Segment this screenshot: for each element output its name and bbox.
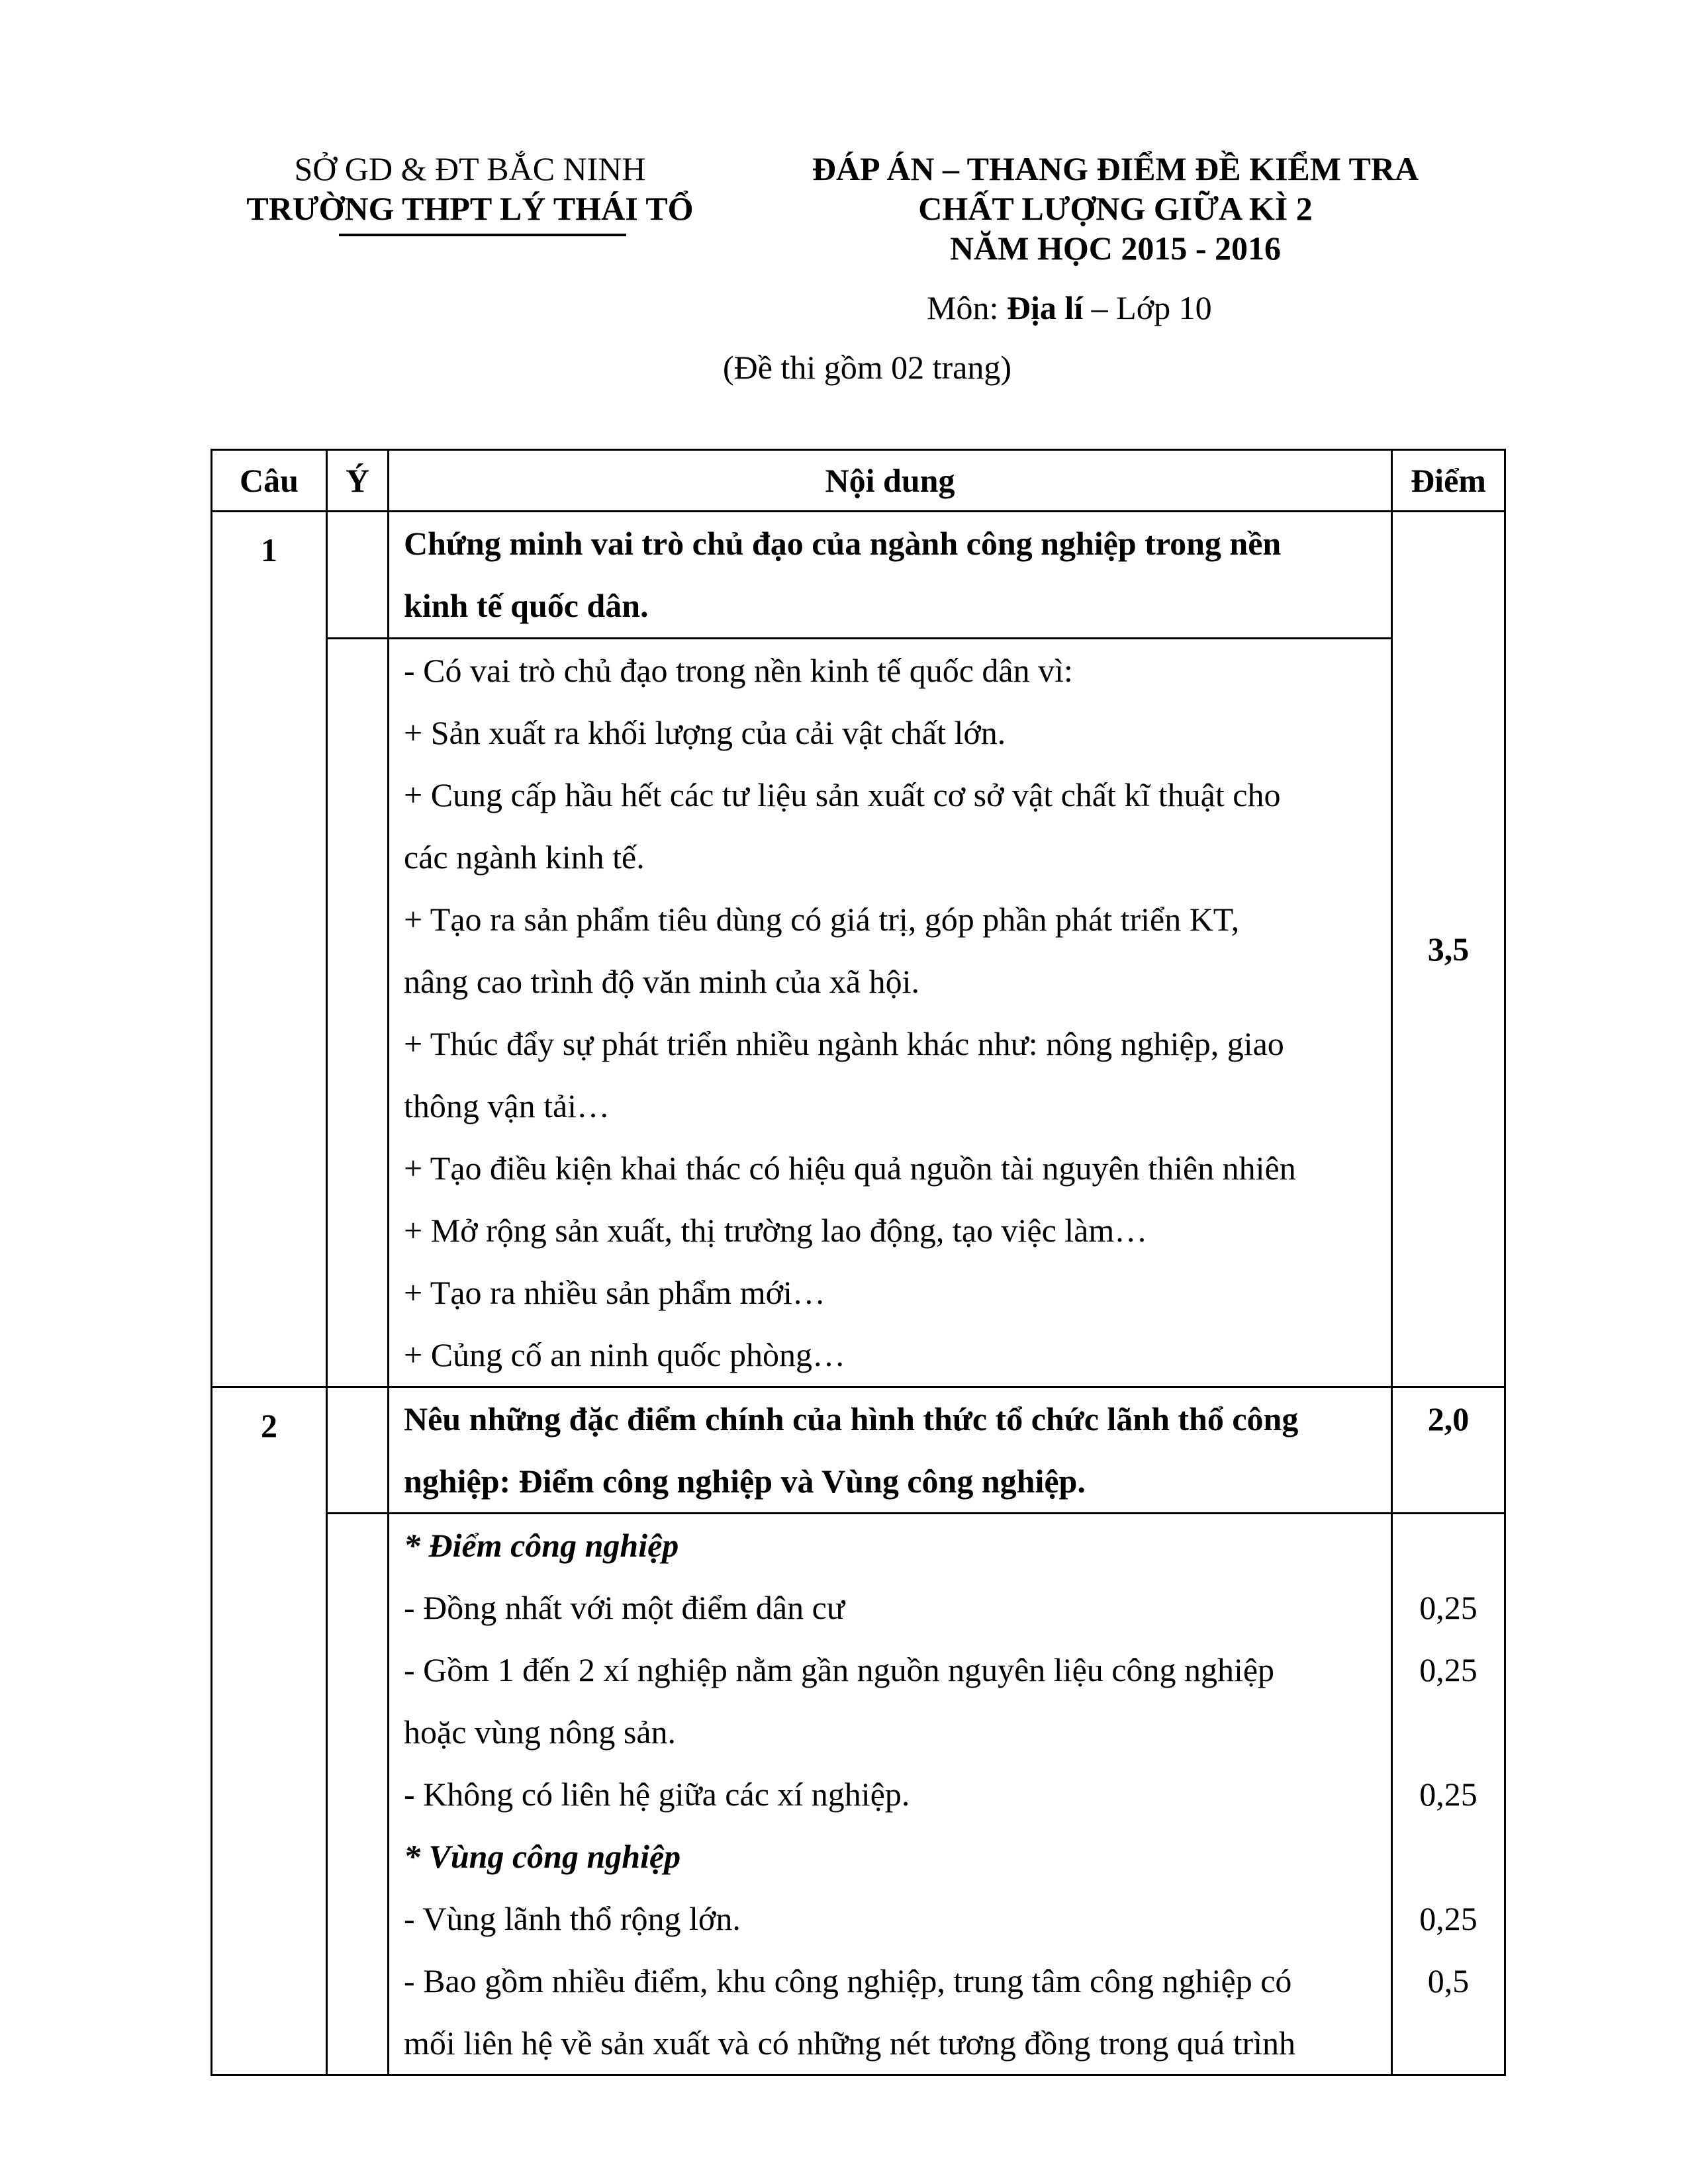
q2-line-2b: hoặc vùng nông sản. bbox=[404, 1713, 677, 1751]
q1-number: 1 bbox=[212, 512, 327, 1387]
subject-name: Địa lí bbox=[1006, 289, 1084, 326]
q2-line-5a: - Bao gồm nhiều điểm, khu công nghiệp, trung tâm công nghiệp có bbox=[404, 1962, 1292, 1999]
q2-line-5b: mối liên hệ về sản xuất và có những nét tương đồng trong quá trình bbox=[404, 2025, 1296, 2062]
q2-score-1: 0,25 bbox=[1419, 1589, 1477, 1626]
q2-score-3: 0,25 bbox=[1419, 1776, 1477, 1813]
q1-line-10: + Mở rộng sản xuất, thị trường lao động, tạo việc làm… bbox=[404, 1212, 1148, 1249]
answer-table bbox=[211, 449, 1506, 2076]
q1-answer-row bbox=[212, 639, 1505, 1387]
q2-score: 2,0 bbox=[1392, 1387, 1505, 1514]
q2-line-1: - Đồng nhất với một điểm dân cư bbox=[404, 1589, 845, 1626]
q1-answer bbox=[389, 639, 1392, 1387]
q2-answer bbox=[389, 1514, 1392, 2075]
q2-number: 2 bbox=[212, 1387, 327, 2075]
department-name: SỞ GD & ĐT BẮC NINH bbox=[294, 150, 646, 187]
school-underline bbox=[339, 234, 626, 236]
q1-question-line1: Chứng minh vai trò chủ đạo của ngành công nghiệp trong nền bbox=[404, 525, 1282, 562]
grade-label: – Lớp 10 bbox=[1083, 289, 1212, 326]
q1-question-line2: kinh tế quốc dân. bbox=[404, 587, 649, 624]
q1-line-1: - Có vai trò chủ đạo trong nền kinh tế quốc dân vì: bbox=[404, 652, 1073, 689]
school-name: TRƯỜNG THPT LÝ THÁI TỔ bbox=[246, 190, 694, 227]
school-year: NĂM HỌC 2015 - 2016 bbox=[950, 230, 1281, 267]
q1-line-11: + Tạo ra nhiều sản phẩm mới… bbox=[404, 1274, 825, 1311]
table-header-row bbox=[212, 450, 1505, 512]
q2-question-row bbox=[212, 1387, 1505, 1514]
header-right bbox=[741, 149, 1489, 268]
subject-line bbox=[927, 288, 1390, 328]
q1-y-cell-2 bbox=[327, 639, 389, 1387]
header-cau: Câu bbox=[212, 450, 327, 512]
q2-score-2: 0,25 bbox=[1419, 1651, 1477, 1688]
q2-heading-vung: * Vùng công nghiệp bbox=[404, 1838, 681, 1875]
q2-y-cell-2 bbox=[327, 1514, 389, 2075]
doc-title-line2: CHẤT LƯỢNG GIỮA KÌ 2 bbox=[918, 190, 1313, 227]
q1-line-3: + Cung cấp hầu hết các tư liệu sản xuất cơ sở vật chất kĩ thuật cho bbox=[404, 776, 1281, 813]
header-score: Điểm bbox=[1392, 450, 1505, 512]
q2-question-line1: Nêu những đặc điểm chính của hình thức tổ chức lãnh thổ công bbox=[404, 1400, 1299, 1437]
q1-y-cell bbox=[327, 512, 389, 639]
q2-score-column bbox=[1392, 1514, 1505, 2075]
q2-y-cell bbox=[327, 1387, 389, 1514]
q1-line-4: các ngành kinh tế. bbox=[404, 839, 645, 876]
q1-line-7: + Thúc đẩy sự phát triển nhiều ngành khác như: nông nghiệp, giao bbox=[404, 1025, 1284, 1062]
q1-line-8: thông vận tải… bbox=[404, 1087, 610, 1124]
q1-line-5: + Tạo ra sản phẩm tiêu dùng có giá trị, góp phần phát triển KT, bbox=[404, 901, 1240, 938]
header-left bbox=[199, 149, 741, 228]
q2-answer-row bbox=[212, 1514, 1505, 2075]
pages-note: (Đề thi gồm 02 trang) bbox=[722, 349, 1011, 386]
q1-question bbox=[389, 512, 1392, 639]
q2-question bbox=[389, 1387, 1392, 1514]
q1-line-9: + Tạo điều kiện khai thác có hiệu quả nguồn tài nguyên thiên nhiên bbox=[404, 1150, 1296, 1187]
q2-line-4: - Vùng lãnh thổ rộng lớn. bbox=[404, 1900, 741, 1937]
doc-title-line1: ĐÁP ÁN – THANG ĐIỂM ĐỀ KIỂM TRA bbox=[812, 150, 1419, 187]
q1-score: 3,5 bbox=[1392, 512, 1505, 1387]
subject-prefix: Môn: bbox=[927, 289, 1007, 326]
q1-line-6: nâng cao trình độ văn minh của xã hội. bbox=[404, 963, 919, 1000]
q2-score-5: 0,5 bbox=[1427, 1962, 1470, 1999]
header-y: Ý bbox=[327, 450, 389, 512]
q1-question-row bbox=[212, 512, 1505, 639]
q2-heading-diem: * Điểm công nghiệp bbox=[404, 1527, 679, 1564]
q1-line-2: + Sản xuất ra khối lượng của cải vật chất lớn. bbox=[404, 714, 1006, 751]
q2-score-4: 0,25 bbox=[1419, 1900, 1477, 1937]
q2-line-2a: - Gồm 1 đến 2 xí nghiệp nằm gần nguồn nguyên liệu công nghiệp bbox=[404, 1651, 1275, 1688]
q2-question-line2: nghiệp: Điểm công nghiệp và Vùng công nghiệp. bbox=[404, 1463, 1086, 1500]
header-content: Nội dung bbox=[389, 450, 1392, 512]
q1-line-12: + Củng cố an ninh quốc phòng… bbox=[404, 1336, 846, 1373]
q2-line-3: - Không có liên hệ giữa các xí nghiệp. bbox=[404, 1776, 910, 1813]
